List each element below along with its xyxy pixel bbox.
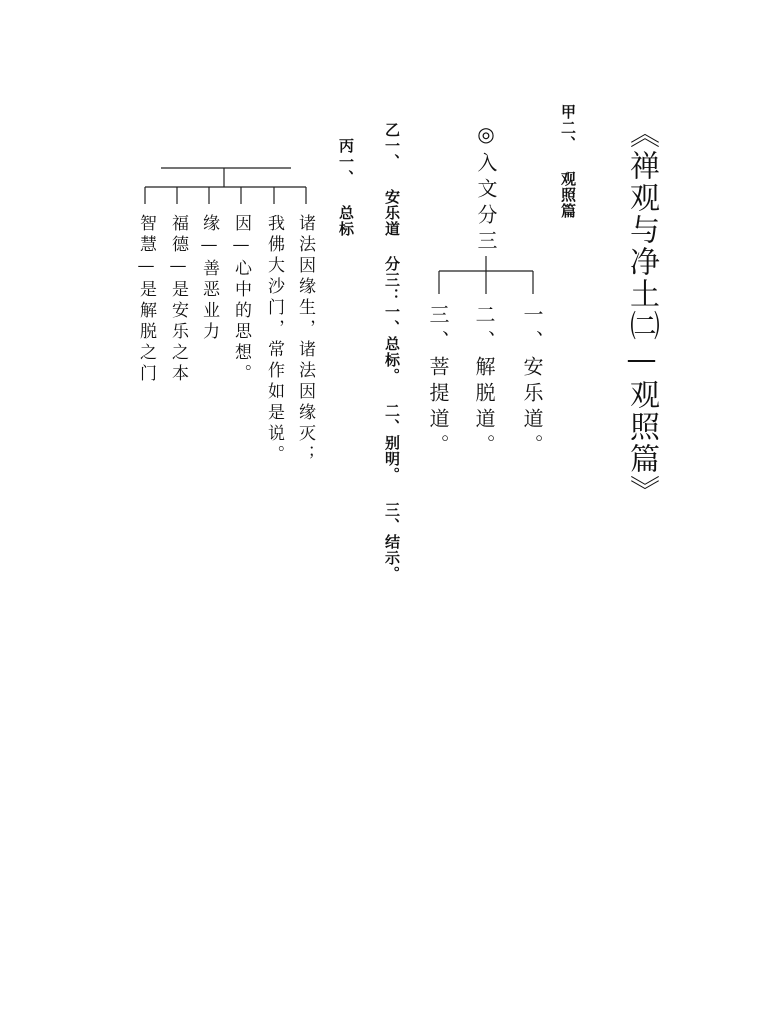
verse-line-2: 我佛大沙门，常作如是说。 xyxy=(264,214,284,466)
intro-item-3: 三、菩提道。 xyxy=(426,304,450,460)
intro-item-2: 二、解脱道。 xyxy=(472,304,496,460)
item-wisdom: 智慧—是解脱之门 xyxy=(136,214,156,385)
heading-bing: 丙一、 总标 xyxy=(337,138,355,237)
verse-line-1: 诸法因缘生，诸法因缘灭； xyxy=(295,214,315,466)
heading-yi: 乙一、 安乐道 分三：一、总标。 二、别明。 三、结示。 xyxy=(383,122,401,582)
intro-item-1: 一、安乐道。 xyxy=(520,304,544,460)
item-cause: 因—心中的思想。 xyxy=(231,214,251,385)
intro-label: ◎入文分三 xyxy=(474,122,498,256)
intro-bracket xyxy=(439,256,533,294)
item-condition: 缘—善恶业力 xyxy=(199,214,219,343)
page-title: 《禅观与净土㈡—观照篇》 xyxy=(624,118,659,507)
item-merit: 福德—是安乐之本 xyxy=(168,214,188,385)
heading-jia: 甲二、 观照篇 xyxy=(559,104,577,219)
summary-bracket xyxy=(145,168,306,204)
